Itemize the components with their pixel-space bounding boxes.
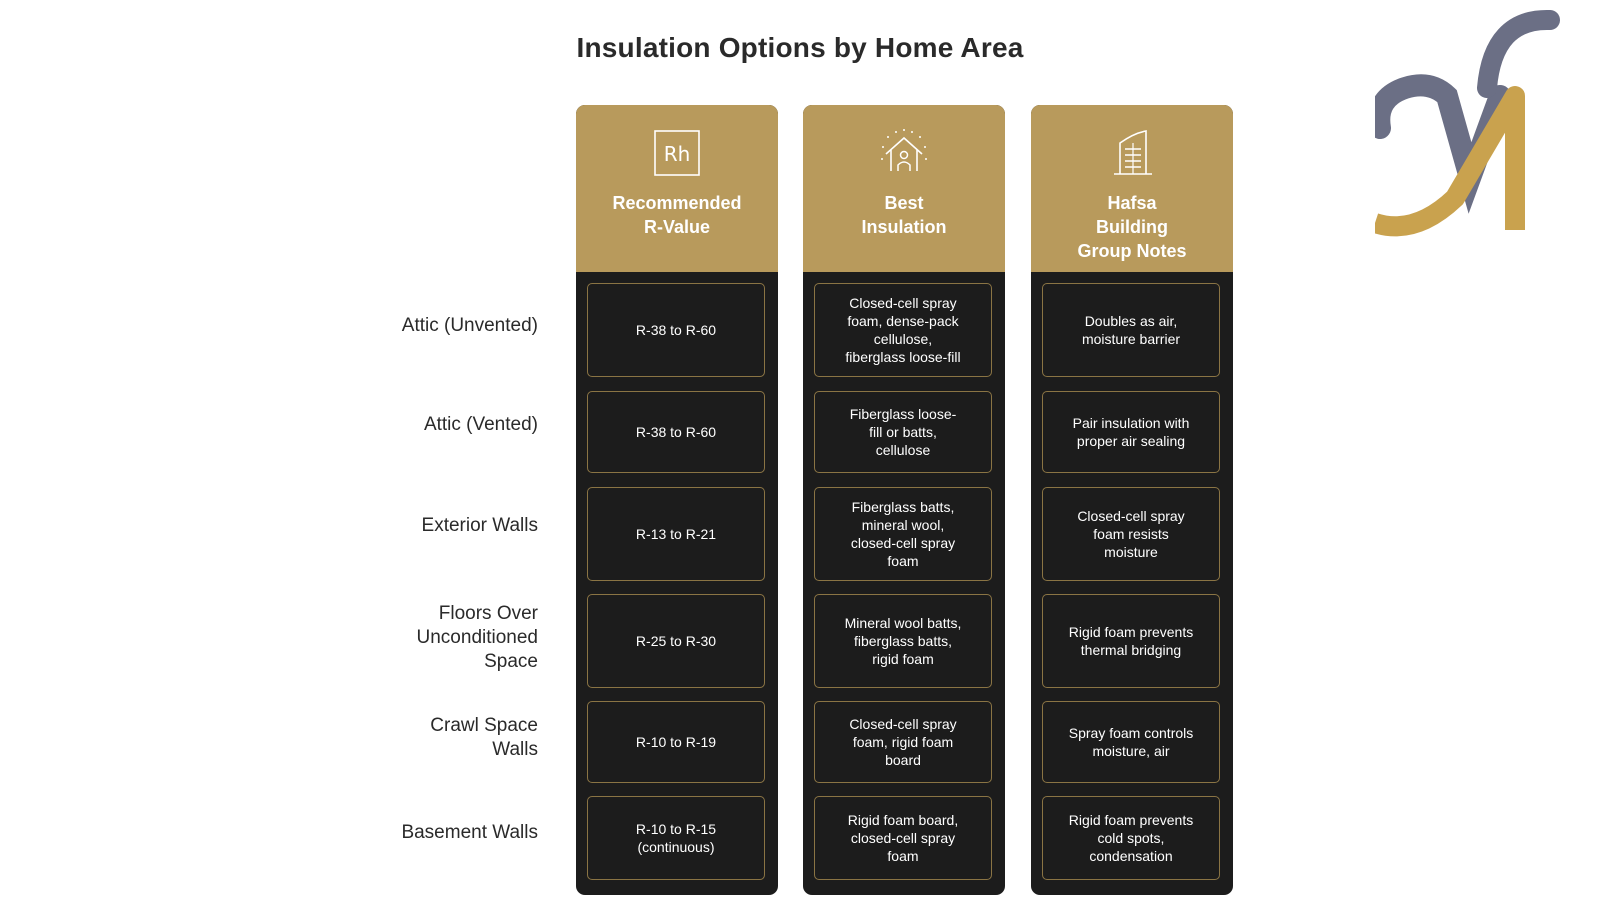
cell-notes: Pair insulation with proper air sealing: [1042, 391, 1220, 473]
column-title: Recommended R-Value: [612, 193, 742, 237]
row-label-basement-walls: Basement Walls: [401, 821, 538, 843]
column-header: [576, 105, 778, 272]
row-label-exterior-walls: Exterior Walls: [421, 514, 538, 536]
row-label-floors: Floors Over Unconditioned Space: [416, 603, 538, 672]
cell-insulation: Fiberglass loose- fill or batts, cellulose: [814, 391, 992, 473]
rh-icon-text: Rh: [663, 142, 691, 166]
column-r-value: [576, 105, 778, 895]
column-header: [1031, 105, 1233, 272]
cell-notes: Closed-cell spray foam resists moisture: [1042, 487, 1220, 581]
cell-r-value: R-25 to R-30: [587, 594, 765, 688]
row-label-attic-vented: Attic (Vented): [423, 413, 538, 435]
company-logo: [1375, 8, 1595, 238]
building-icon: [1106, 127, 1158, 179]
column-notes: [1031, 105, 1233, 895]
house-icon: [878, 127, 930, 179]
cell-insulation: Fiberglass batts, mineral wool, closed-cell spray foam: [814, 487, 992, 581]
column-header: [803, 105, 1005, 272]
cell-r-value: R-10 to R-19: [587, 701, 765, 783]
cell-insulation: Mineral wool batts, fiberglass batts, rigid foam: [814, 594, 992, 688]
cell-r-value: R-13 to R-21: [587, 487, 765, 581]
cell-insulation: Rigid foam board, closed-cell spray foam: [814, 796, 992, 880]
rh-icon: [651, 127, 703, 179]
row-label-attic-unvented: Attic (Unvented): [401, 314, 538, 336]
cell-r-value: R-38 to R-60: [587, 283, 765, 377]
page-title: Insulation Options by Home Area: [576, 32, 1024, 63]
column-title: Hafsa Building Group Notes: [1077, 193, 1187, 261]
cell-insulation: Closed-cell spray foam, dense-pack cellulose, fiberglass loose-fill: [814, 283, 992, 377]
cell-r-value: R-10 to R-15 (continuous): [587, 796, 765, 880]
row-label-crawl-space: Crawl Space Walls: [430, 714, 538, 760]
cell-r-value: R-38 to R-60: [587, 391, 765, 473]
column-title: Best Insulation: [861, 193, 947, 237]
cell-insulation: Closed-cell spray foam, rigid foam board: [814, 701, 992, 783]
cell-notes: Rigid foam prevents cold spots, condensation: [1042, 796, 1220, 880]
column-best-insulation: [803, 105, 1005, 895]
cell-notes: Doubles as air, moisture barrier: [1042, 283, 1220, 377]
cell-notes: Spray foam controls moisture, air: [1042, 701, 1220, 783]
cell-notes: Rigid foam prevents thermal bridging: [1042, 594, 1220, 688]
